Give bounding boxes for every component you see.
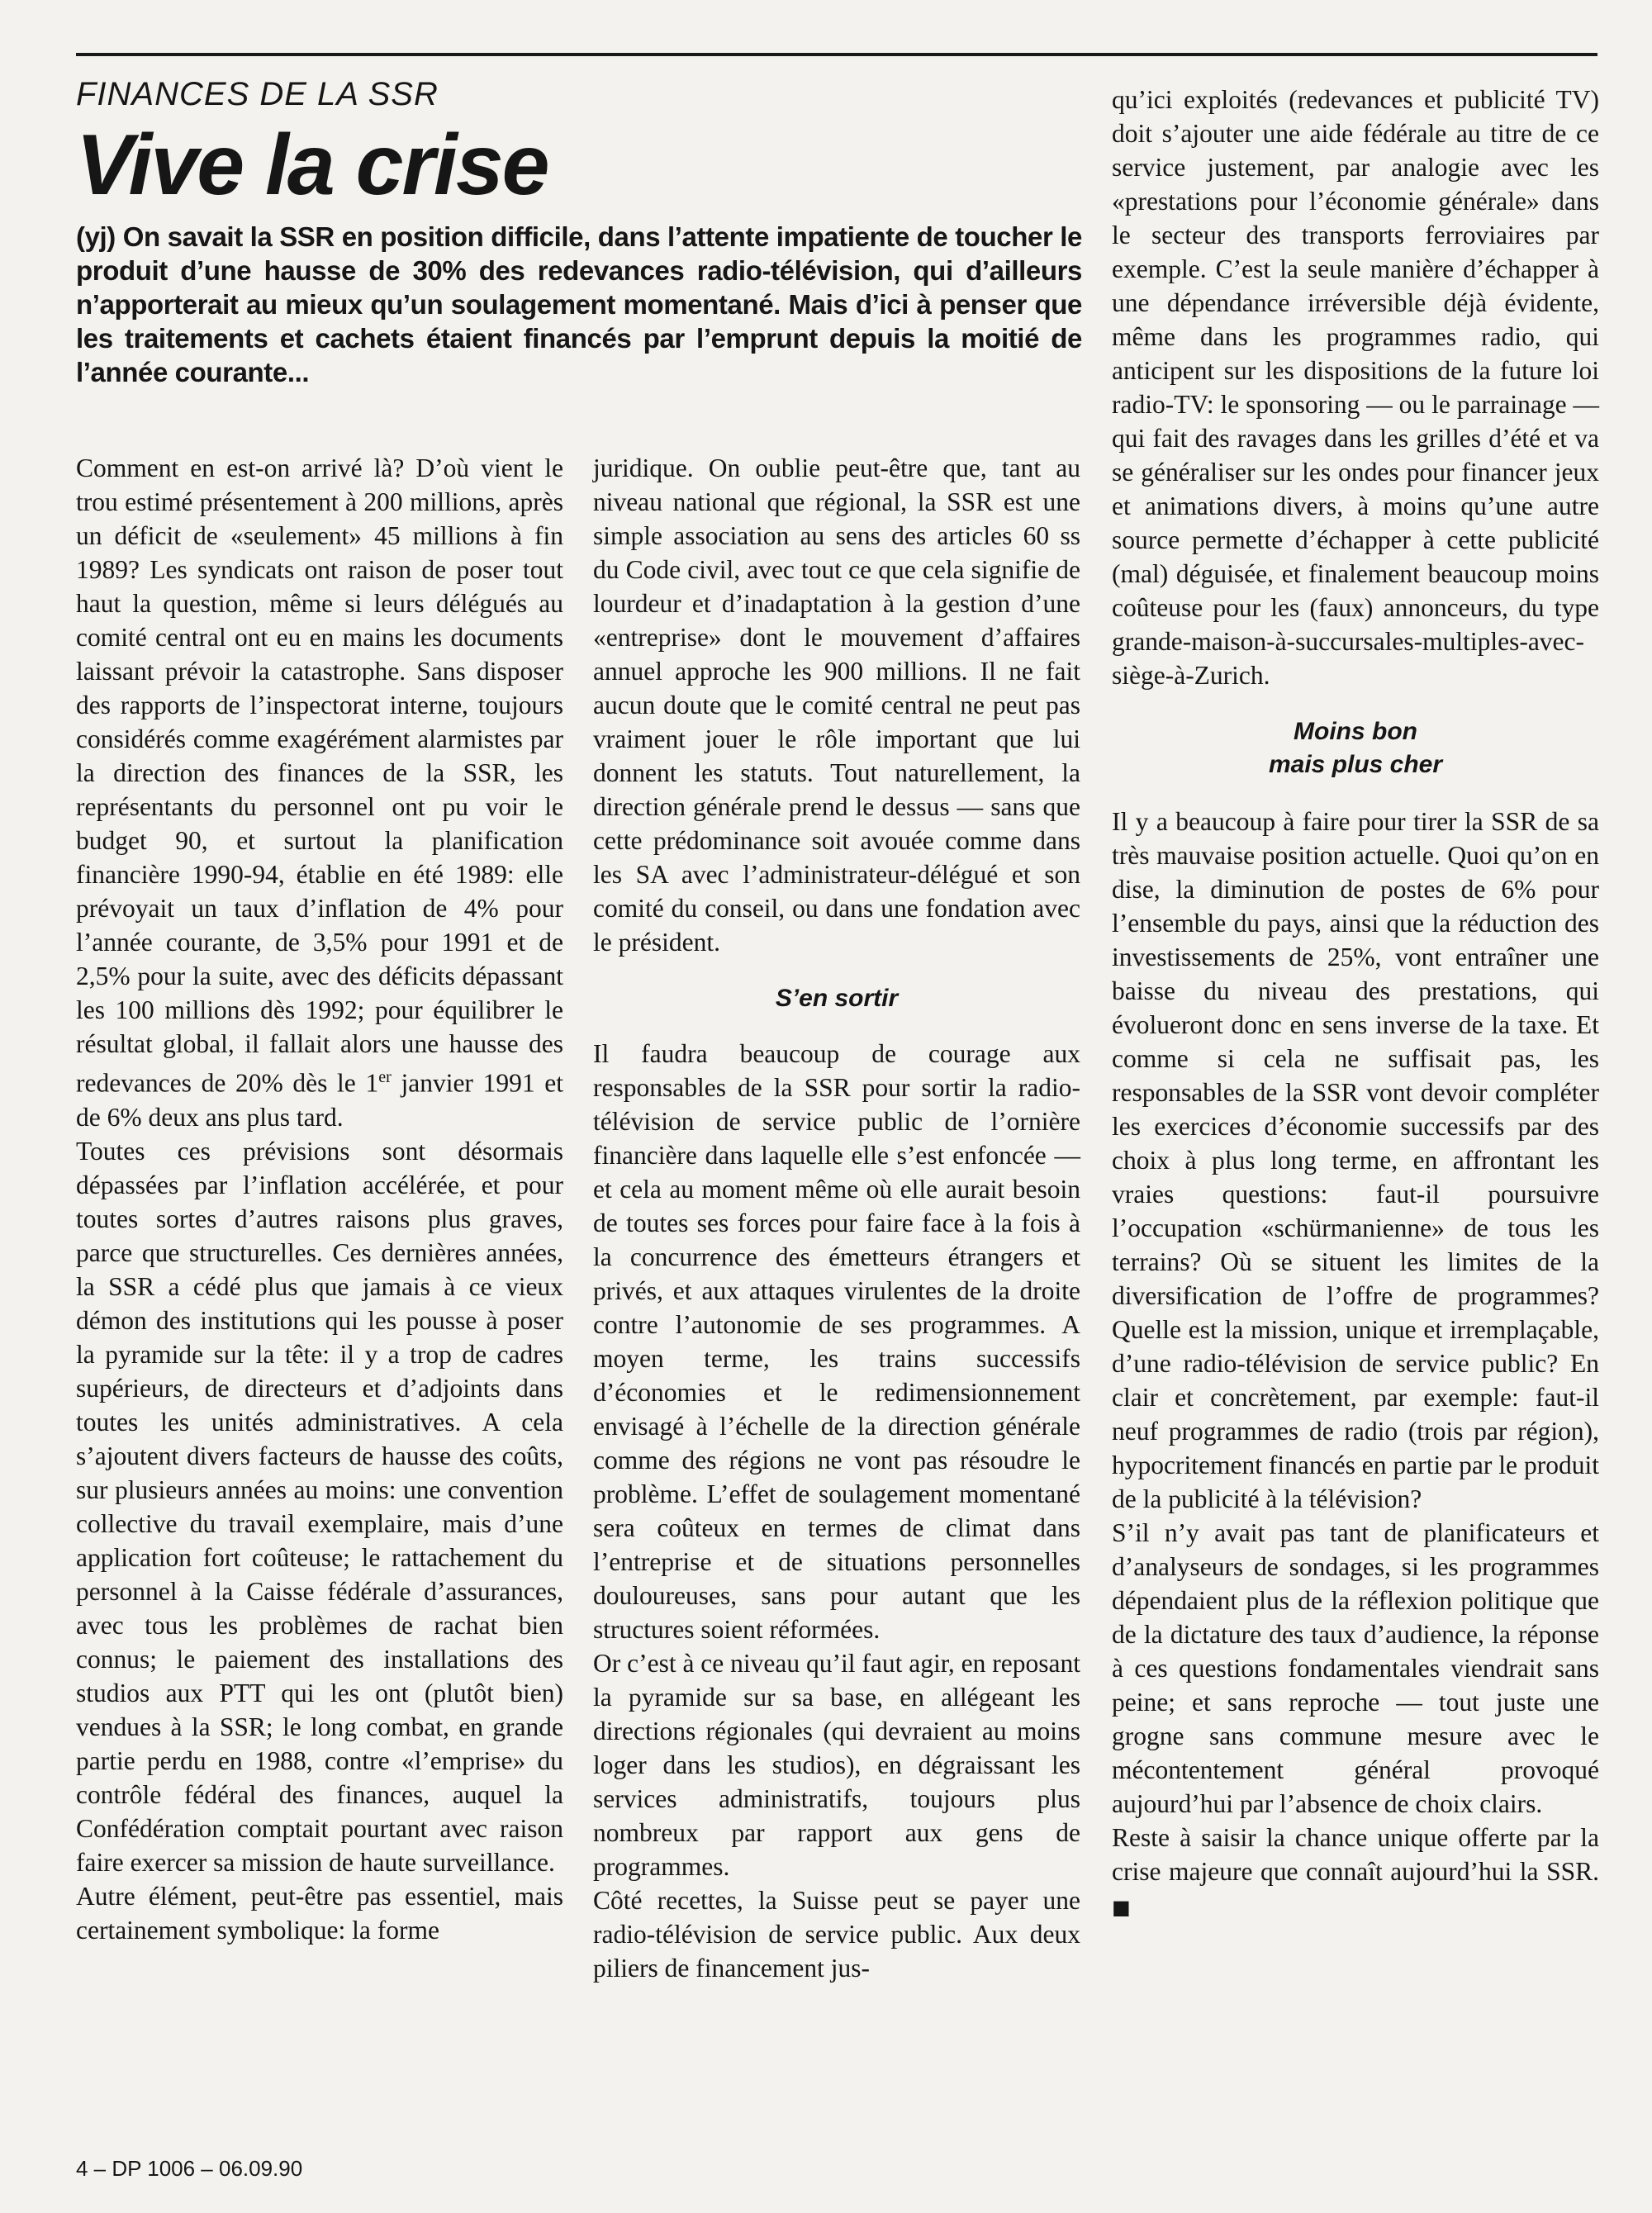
paragraph: qu’ici exploités (redevances et publicité TV) doit s’ajouter une aide fédérale au titre de ce service justement, par analogie avec les «prestations pour l’économie générale» dans le secteur des transports ferroviaires par exemple. C’est la seule manière d’échapper à une dépendance irréversible déjà évidente, même dans les programmes radio, qui anticipent sur les dispositions de la future loi radio-TV: le sponsoring — ou le parrainage — qui fait des ravages dans les grilles d’été et va se généraliser sur les ondes pour financer jeux et animations divers, à moins qu’une autre source permette d’échapper à cette publicité (mal) déguisée, et finalement beaucoup moins coûteuse pour les (faux) annonceurs, du type grande-maison-à-succursales-multiples-avec-siège-à-Zurich.	[1112, 85, 1599, 690]
section-kicker: FINANCES DE LA SSR	[76, 76, 439, 112]
page-footer: 4 – DP 1006 – 06.09.90	[76, 2156, 303, 2181]
subheading-line-2: mais plus cher	[1268, 751, 1443, 778]
paragraph-text: Comment en est-on arrivé là? D’où vient le trou estimé présentement à 200 millions, après un déficit de «seulement» 45 millions à fin 1989? Les syndicats ont raison de poser tout haut la question, même si leurs délégués au comité central ont eu en mains les documents laissant prévoir la catastrophe. Sans disposer des rapports de l’inspectorat interne, toujours considérés comme exagérément alarmistes par la direction des finances de la SSR, les représentants du personnel ont pu voir le budget 90, et surtout la planification financière 1990-94, établie en été 1989: elle prévoyait un taux d’inflation de 4% pour l’année courante, de 3,5% pour 1991 et de 2,5% pour la suite, avec des déficits dépassant les 100 millions dès 1992; pour équilibrer le résultat global, il fallait alors une hausse des redevances de 20% dès le	[76, 454, 563, 1098]
paragraph: Il faudra beaucoup de courage aux responsables de la SSR pour sortir la radio-télévision de service public de l’ornière financière dans laquelle elle s’est enfoncée — et cela au moment même où elle aurait besoin de toutes ses forces pour faire face à la fois à la concurrence des émetteurs étrangers et privés, et aux attaques virulentes de la droite contre l’autonomie de ses programmes. A moyen terme, les trains successifs d’économies et le redimensionnement envisagé à l’échelle de la direction générale comme des régions ne vont pas résoudre le problème. L’effet de soulagement momentané sera coûteux en termes de climat dans l’entreprise et de situations personnelles douloureuses, sans pour autant que les structures soient réformées.	[593, 1039, 1080, 1644]
paragraph: juridique. On oublie peut-être que, tant au niveau national que régional, la SSR est une simple association au sens des articles 60 ss du Code civil, avec tout ce que cela signifie de lourdeur et d’inadaptation à la gestion d’une «entreprise» dont le mouvement d’affaires annuel approche les 900 millions. Il ne fait aucun doute que le comité central ne peut pas vraiment jouer le rôle important que lui donnent les statuts. Tout naturellement, la direction générale prend le dessus — sans que cette prédominance soit avouée comme dans les SA avec l’administrateur-délégué et son comité du conseil, ou dans une fondation avec le président.	[593, 454, 1080, 957]
paragraph: Or c’est à ce niveau qu’il faut agir, en reposant la pyramide sur sa base, en allégeant les directions régionales (qui devraient au moins loger dans les studios), en dégraissant les services administratifs, toujours plus nombreux par rapport aux gens de programmes.	[593, 1649, 1080, 1881]
article-column-1	[76, 451, 563, 1947]
date-ordinal: er	[378, 1068, 392, 1086]
paragraph: S’il n’y avait pas tant de planificateurs et d’analyseurs de sondages, si les programmes dépendaient plus de la réflexion politique que de la dictature des taux d’audience, la réponse à ces questions fondamentales viendrait sans peine; et sans reproche — tout juste une grogne sans commune mesure avec le mécontentement général provoqué aujourd’hui par l’absence de choix clairs.	[1112, 1518, 1599, 1818]
paragraph	[76, 451, 563, 1134]
paragraph: Il y a beaucoup à faire pour tirer la SSR de sa très mauvaise position actuelle. Quoi qu’on en dise, la diminution de postes de 6% pour l’ensemble du pays, ainsi que la réduction des investissements de 25%, vont entraîner une baisse du niveau des prestations, qui évolueront donc en sens inverse de la taxe. Et comme si cela ne suffisait pas, les responsables de la SSR vont devoir compléter les exercices d’économie successifs par des choix à plus long terme, en affrontant les vraies questions: faut-il poursuivre l’occupation «schürmanienne» de tous les terrains? Où se situent les limites de la diversification de l’offre de programmes? Quelle est la mission, unique et irremplaçable, d’une radio-télévision de service public? En clair et concrètement, par exemple: faut-il neuf programmes de radio (trois par région), hypocritement financés en partie par le produit de la publicité à la télévision?	[1112, 807, 1599, 1513]
article-title: Vive la crise	[76, 117, 548, 213]
article-column-3	[1112, 83, 1599, 1925]
paragraph-text: Reste à saisir la chance unique offerte par la crise majeure que connaît aujourd’hui la SSR.	[1112, 1823, 1599, 1886]
article-lead: (yj) On savait la SSR en position difficile, dans l’attente impatiente de toucher le produit d’une hausse de 30% des redevances radio-télévision, qui d’ailleurs n’apporterait au mieux qu’un soulagement momentané. Mais d’ici à penser que les traitements et cachets étaient financés par l’emprunt depuis la moitié de l’année courante...	[76, 221, 1082, 387]
paragraph: Côté recettes, la Suisse peut se payer une radio-télévision de service public. Aux deux piliers de financement jus-	[593, 1886, 1080, 1983]
date-day: 1	[365, 1068, 379, 1098]
paragraph-text-end: janvier 1991 et de 6% deux ans plus tard.	[76, 1068, 564, 1132]
paragraph: Autre élément, peut-être pas essentiel, mais certainement symbolique: la forme	[76, 1881, 563, 1945]
top-rule	[76, 53, 1597, 56]
end-of-article-icon: ■	[1112, 1896, 1131, 1919]
article-column-2	[593, 451, 1080, 1985]
subheading: S’en sortir	[775, 985, 899, 1012]
subheading-line-1: Moins bon	[1294, 718, 1417, 745]
subheading	[1112, 715, 1599, 781]
paragraph	[1112, 1821, 1599, 1925]
paragraph: Toutes ces prévisions sont désormais dépassées par l’inflation accélérée, et pour toutes sortes d’autres raisons plus graves, parce que structurelles. Ces dernières années, la SSR a cédé plus que jamais à ce vieux démon des institutions qui les pousse à poser la pyramide sur la tête: il y a trop de cadres supérieurs, de directeurs et d’adjoints dans toutes les unités administratives. A cela s’ajoutent divers facteurs de hausse des coûts, sur plusieurs années au moins: une convention collective du travail exemplaire, mais d’une application fort coûteuse; le rattachement du personnel à la Caisse fédérale d’assurances, avec tous les problèmes de rachat bien connus; le paiement des installations des studios aux PTT qui les ont (plutôt bien) vendues à la SSR; le long combat, en grande partie perdu en 1988, contre «l’emprise» du contrôle fédéral des finances, auquel la Confédération comptait pourtant avec raison faire exercer sa mission de haute surveillance.	[76, 1136, 563, 1877]
